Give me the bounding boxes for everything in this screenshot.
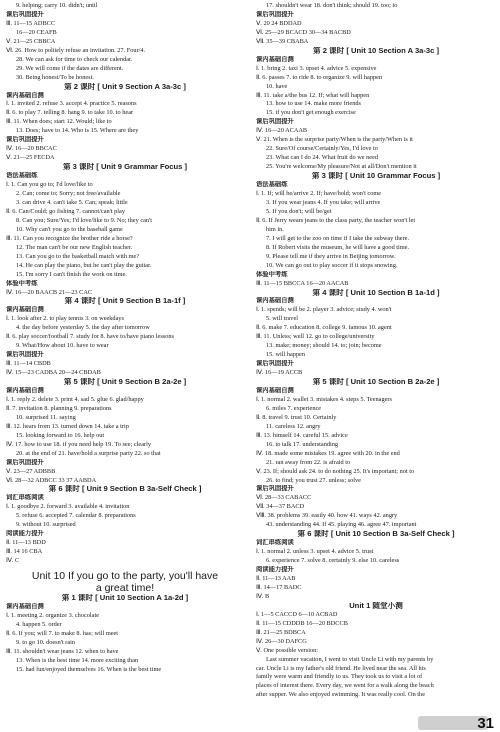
answer-line: Ⅲ. 12. hears from 13. turned down 14. take a trip [6, 422, 129, 430]
section-label: 词汇串练阅读 [256, 539, 294, 547]
lesson-heading: 第 4 课时 [ Unit 9 Section B 1a-1f ] [64, 297, 186, 306]
answer-line: Ⅲ. 11—14 CBDB [6, 360, 51, 368]
answer-line: Ⅰ. 1. normal 2. wallet 3. mistakes 4. steps 5. Teenagers [256, 395, 392, 403]
answer-line: Ⅲ. 11—15 ADBCC [6, 19, 56, 27]
section-label: 课后巩固提升 [6, 458, 44, 466]
section-label: 课后巩固提升 [256, 118, 294, 126]
section-label: 阅读能力提升 [256, 566, 294, 574]
answer-line: Ⅲ. 14 16 CBA [6, 548, 43, 556]
answer-line: 23. What can I do 24. What fruit do we need [266, 154, 379, 162]
answer-line: places of interest there. Every day, we went for a walk along the beach [256, 682, 434, 690]
answer-line: 3. can drive 4. can't take 5. Can; speak; little [16, 198, 128, 206]
answer-line: 9. What/How about 10. have to wear [16, 342, 109, 350]
answer-line: Ⅰ. 1—5 CACCD 6—10 ACBAD [256, 610, 338, 618]
answer-line: 13. Can you go to the basketball match with me? [16, 252, 140, 260]
answer-line: 12. The man can't be our new English teacher. [16, 243, 133, 251]
answer-line: 8. Can you; Sure/Yes; I'd love/like to 9. No; they can't [16, 216, 152, 224]
answer-line: Ⅱ. 6. play soccer/football 7. study for 8. have to/have piano lessons [6, 333, 175, 341]
answer-line: Ⅷ. 38. problems 39. easily 40. how 41. ways 42. angry [256, 512, 398, 520]
section-label: 体验中考练 [6, 279, 38, 287]
answer-line: 11. careless 12. angry [266, 422, 321, 430]
section-label: 课后巩固提升 [256, 485, 294, 493]
lesson-heading: 第 3 课时 [ Unit 10 Grammar Focus ] [311, 172, 441, 181]
section-label: 课后巩固提升 [256, 10, 294, 18]
answer-line: 16—20 CEAFB [16, 28, 57, 36]
lesson-heading: Unit 1 随堂小测 [349, 601, 403, 610]
answer-line: 9. Please tell me if they arrive in Beijing tomorrow. [266, 252, 396, 260]
answer-line: Ⅲ. 11. Can you recognize the brother ride a horse? [6, 234, 133, 242]
answer-line: 13. When is the best time 14. more exciting than [16, 656, 139, 664]
answer-line: Ⅱ. 6. make 7. education 8. college 9. famous 10. agent [256, 324, 392, 332]
answer-line: Ⅳ. 18. made some mistakes 19. agree with 20. in the end [256, 449, 400, 457]
answer-line: Ⅰ. 1. goodbye 2. forward 3. available 4. invitation [6, 503, 130, 511]
answer-line: Ⅵ. 26. How to politely refuse an invitation. 27. Four/4. [6, 46, 146, 54]
answer-line: 30. Being honest/To be honest. [16, 73, 94, 81]
answer-line: Ⅳ. 16—20 ACAAB [256, 127, 308, 135]
answer-line: Ⅰ. 1. reply 2. delete 3. print 4. sad 5. glue 6. glad/happy [6, 395, 144, 403]
section-label: 课后巩固提升 [256, 360, 294, 368]
answer-line: 6. experience 7. solve 8. certainly 9. else 10. careless [266, 557, 400, 565]
answer-line: 13. Does; have to 14. Who is 15. Where are they [16, 127, 139, 135]
answer-line: 15. will happen [266, 351, 305, 359]
section-label: 课后巩固提升 [6, 10, 44, 18]
answer-line: 5. If you don't; will be/get [266, 207, 332, 215]
answer-line: Ⅰ. 1. If; will be/arrive 2. If; have/hold; won't come [256, 190, 382, 198]
section-label: 课内基础自测 [6, 386, 44, 394]
section-label: 课后巩固提升 [6, 351, 44, 359]
unit-title: a great time! [95, 582, 155, 594]
answer-line: 4. the day before yesterday 5. the day after tomorrow [16, 324, 150, 332]
lesson-heading: 第 1 课时 [ Unit 10 Section A 1a-2d ] [61, 594, 189, 603]
section-label: 课内基础自测 [6, 306, 44, 314]
answer-line: 15. had fun/enjoyed themselves 16. When is the best time [16, 665, 162, 673]
answer-line: Ⅵ. 25—29 BCACD 30—34 BACBD [256, 28, 351, 36]
section-label: 语法基础练 [6, 172, 38, 180]
answer-line: Ⅳ. C [6, 557, 20, 565]
answer-line: Ⅲ. 11—15 BBCCA 16—20 AACAB [256, 279, 349, 287]
answer-line: Ⅲ. 11. Unless; well 12. go to college/university [256, 333, 375, 341]
answer-line: 14. He can play the piano, but he can't play the guitar. [16, 261, 152, 269]
answer-line: Ⅱ. 6. to play 7. telling 8. hang 9. to take 10. to hear [6, 109, 134, 117]
answer-line: Ⅱ. 6. Can/Could; go fishing 7. cannot/can't play [6, 207, 125, 215]
answer-line: after supper. We also enjoyed swimming. It was really cool. On the [256, 691, 426, 699]
answer-line: Ⅳ. B [256, 592, 270, 600]
answer-line: Ⅳ. 16—20 BAACB 21—23 CAC [6, 288, 93, 296]
answer-line: 10. Why can't you go to the baseball game [16, 225, 123, 233]
answer-line: 15. looking forward to 16. help out [16, 431, 105, 439]
answer-line: Ⅲ. 21—25 BDBCA [256, 628, 306, 636]
answer-line: Ⅱ. 6. If Jerry wears jeans to the class party, the teacher won't let [256, 216, 416, 224]
answer-line: 8. If Robert visits the museum, he will have a good time. [266, 243, 410, 251]
section-label: 阅读能力提升 [6, 530, 44, 538]
left-column [6, 2, 244, 675]
answer-line: 10. We can go out to play soccer if it stops snowing. [266, 261, 398, 269]
answer-line: 29. We will come if the dates are different. [16, 64, 124, 72]
lesson-heading: 第 5 课时 [ Unit 9 Section B 2a-2e ] [63, 378, 187, 387]
section-label: 课内基础自测 [256, 386, 294, 394]
page-number: 31 [477, 715, 494, 732]
answer-line: 7. I will get to the zoo on time if I take the subway there. [266, 234, 410, 242]
answer-line: 22. Sure/Of course/Certainly/Yes, I'd love to [266, 145, 378, 153]
lesson-heading: 第 5 课时 [ Unit 10 Section B 2a-2e ] [312, 378, 440, 387]
section-label: 课内基础自测 [256, 297, 294, 305]
answer-line: Ⅳ. 15—23 CADBA 20—24 CBDAB [6, 369, 101, 377]
answer-line: 5. will travel [266, 315, 299, 323]
answer-line: Ⅴ. 21—25 CBBCA [6, 37, 56, 45]
answer-line: 9. helping; carry 10. didn't; until [16, 2, 98, 9]
answer-line: Ⅶ. 34—37 BACD [256, 503, 305, 511]
section-label: 词汇串练阅读 [6, 494, 44, 502]
answer-line: Ⅳ. 16—19 ACCB [256, 369, 303, 377]
answer-line: 43. understanding 44. If 45. playing 46. agree 47. important [266, 521, 417, 529]
answer-line: 13. how to use 14. make more friends [266, 100, 361, 108]
lesson-heading: 第 6 课时 [ Unit 9 Section B 3a-Self Check ] [48, 485, 202, 494]
answer-line: him in. [266, 225, 284, 233]
answer-line: Ⅰ. 1. meeting 2. organize 3. chocolate [6, 611, 100, 619]
lesson-heading: 第 6 课时 [ Unit 10 Section B 3a-Self Check ] [297, 530, 455, 539]
answer-line: 20. at the end of 21. have/hold a surprise party 22. so that [16, 449, 161, 457]
answer-line: Ⅴ. 21. When is the surprise party/When is the party/When is it [256, 136, 413, 144]
answer-line: 10. surprised 11. saying [16, 413, 76, 421]
answer-line: Ⅴ. 21—25 FECDA [6, 154, 55, 162]
answer-line: 4. happen 5. order [16, 620, 62, 628]
answer-line: Ⅳ. 17. how to use 18. if you need help 19. To see; clearly [6, 440, 151, 448]
answer-line: Ⅰ. 1. look after 2. to play tennis 3. on weekdays [6, 315, 124, 323]
answer-line: 6. miles 7. experience [266, 404, 322, 412]
answer-line: Ⅲ. 11. When does; start 12. Would; like to [6, 118, 112, 126]
answer-line: Ⅱ. 6. passes 7. to ride 8. to organize 9. will happen [256, 73, 383, 81]
unit-title: Unit 10 If you go to the party, you'll have [31, 571, 219, 583]
answer-line: family were warm and friendly to us. They took us to visit a lot of [256, 673, 423, 681]
answer-line: 21. ran away from 22. is afraid to [266, 458, 351, 466]
section-label: 体验中考练 [256, 270, 288, 278]
answer-line: 5. refuse 6. accepted 7. calendar 8. preparations [16, 512, 136, 520]
answer-line: 15. if you don't get enough exercise [266, 109, 356, 117]
lesson-heading: 第 2 课时 [ Unit 9 Section A 3a-3c ] [64, 82, 186, 91]
answer-line: 17. shouldn't wear 18. don't think; should 19. too; to [266, 2, 398, 9]
section-label: 语法基础练 [256, 181, 288, 189]
answer-line: Ⅵ. 28—33 CABACC [256, 494, 312, 502]
answer-line: Ⅲ. 11. shouldn't wear jeans 12. when to have [6, 647, 119, 655]
answer-line: Ⅰ. 1. invited 2. refuse 3. accept 4. practice 5. reasons [6, 100, 137, 108]
answer-line: 26. to find; you trust 27. unless; solve [266, 476, 361, 484]
lesson-heading: 第 4 课时 [ Unit 10 Section B 1a-1d ] [312, 288, 440, 297]
answer-line: Ⅲ. 14—17 BADC [256, 583, 302, 591]
answer-line: 9. without 10. surprised [16, 521, 76, 529]
answer-line: Ⅰ. 1. Can you go to; I'd love/like to [6, 181, 93, 189]
answer-line: Ⅱ. 11—15 CDDDB 16—20 BDCCB [256, 619, 348, 627]
answer-line: Ⅱ. 6. If you; will 7. to make 8. has; will meet [6, 629, 119, 637]
section-label: 课后巩固提升 [6, 136, 44, 144]
section-label: 课内基础自测 [6, 603, 44, 610]
answer-line: Ⅰ. 1. normal 2. unless 3. upset 4. advice 5. trust [256, 548, 374, 556]
answer-line: Ⅴ. 20 24 BDDAD [256, 19, 302, 27]
answer-line: 13. make; money; should 14. to; join; become [266, 342, 382, 350]
answer-line: car. Uncle Li is my father's old friend. He lived near the sea. All his [256, 664, 426, 672]
answer-line: 9. to go 10. doesn't rain [16, 638, 76, 646]
answer-line: Ⅱ. 11—13 AAB [256, 575, 296, 582]
answer-line: Ⅳ. 16—20 BBCAC [6, 145, 57, 153]
answer-line: Ⅱ. 7. invitation 8. planning 9. preparations [6, 404, 112, 412]
answer-line: 3. If you wear jeans 4. If you take; will arrive [266, 198, 381, 206]
answer-line: Ⅶ. 35—39 CBABA [256, 37, 309, 45]
answer-line: Last summer vacation, I went to visit Uncle Li with my parents by [266, 655, 434, 663]
answer-line: Ⅵ. 28—32 ADBCC 33 37 AABDA [6, 476, 97, 484]
lesson-heading: 第 2 课时 [ Unit 10 Section A 3a-3c ] [312, 46, 440, 55]
answer-line: 25. You're welcome/My pleasure/Not at all/Don't mention it [266, 163, 417, 171]
answer-line: Ⅱ. 11—13 BDD [6, 539, 46, 547]
answer-line: Ⅲ. 11. take a/the bus 12. If; what will happen [256, 91, 370, 99]
answer-line: Ⅳ. 26—30 DAFCG [256, 637, 307, 645]
answer-line: 2. Can; come to; Sorry; not free/available [16, 190, 121, 198]
answer-line: 15. I'm sorry I can't finish the work on time. [16, 270, 127, 278]
answer-line: Ⅱ. 8. travel 9. trust 10. Certainly [256, 413, 337, 421]
right-column [256, 2, 496, 700]
answer-line: 10. have [266, 82, 288, 90]
answer-line: Ⅲ. 13. himself 14. careful 15. advice [256, 431, 348, 439]
answer-line: Ⅰ. 1. spends; will be 2. player 3. advice; study 4. won't [256, 306, 392, 314]
section-label: 课内基础自测 [256, 55, 294, 63]
answer-line: Ⅴ. 23. If; should ask 24. to do nothing 25. It's important; not to [256, 467, 415, 475]
lesson-heading: 第 3 课时 [ Unit 9 Grammar Focus ] [62, 163, 188, 172]
answer-line: Ⅴ. 23—27 ADBBB [6, 467, 56, 475]
answer-line: Ⅴ. One possible version: [256, 646, 319, 654]
section-label: 课内基础自测 [6, 91, 44, 99]
answer-line: 28. We can ask for time to check our calendar. [16, 55, 133, 63]
answer-line: Ⅰ. 1. bring 2. taxi 3. upset 4. advice 5. expensive [256, 64, 377, 72]
answer-line: 16. to talk 17. understanding [266, 440, 339, 448]
